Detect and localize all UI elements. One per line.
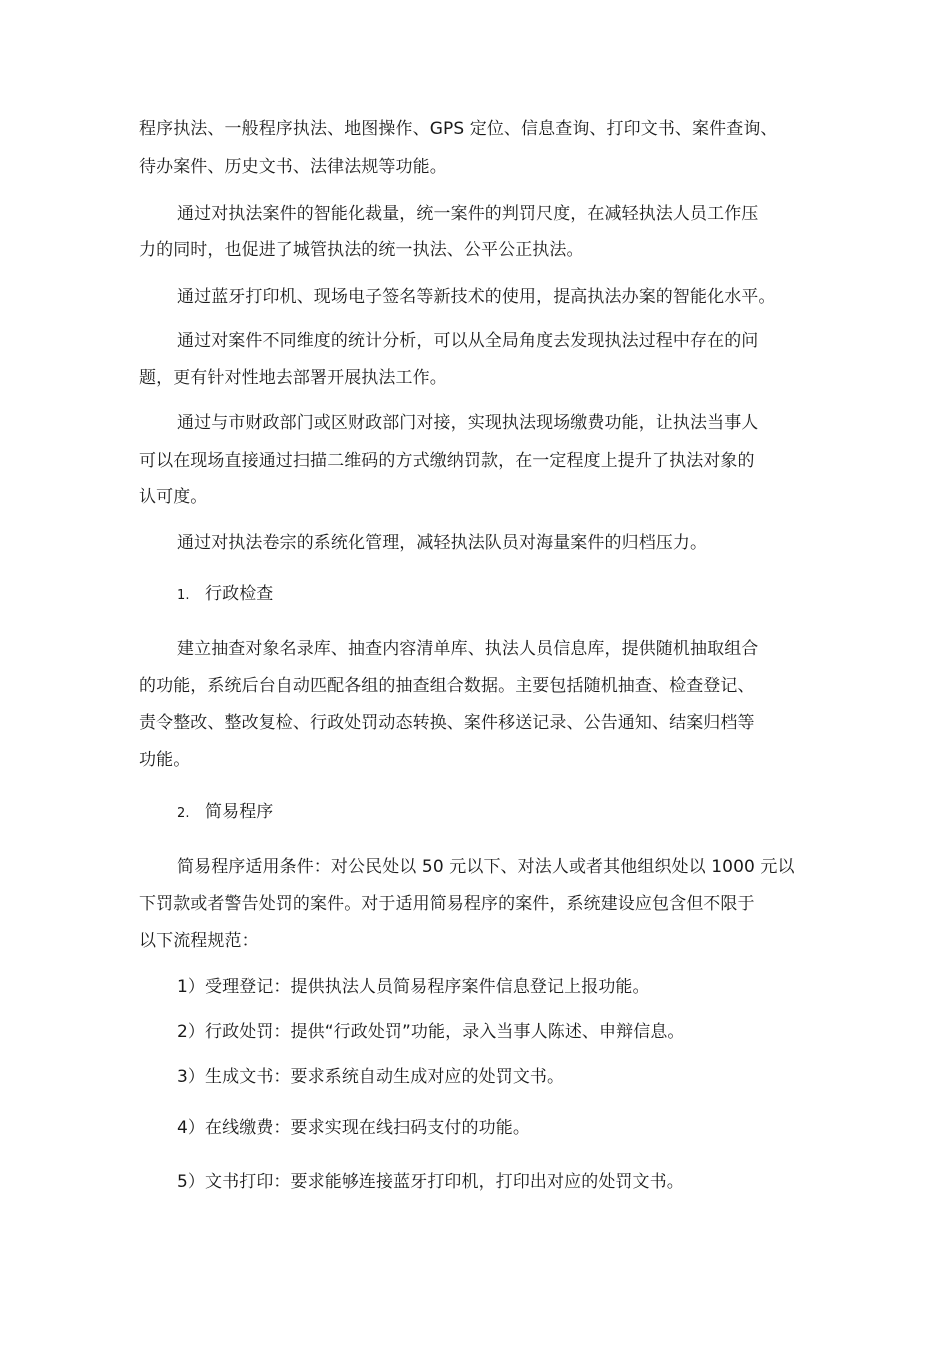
paragraph-line: 通过对执法案件的智能化裁量，统一案件的判罚尺度，在减轻执法人员工作压	[177, 204, 759, 224]
paragraph-line: 的功能，系统后台自动匹配各组的抽查组合数据。主要包括随机抽查、检查登记、	[139, 676, 755, 696]
paragraph-line: 通过对执法卷宗的系统化管理，减轻执法队员对海量案件的归档压力。	[177, 533, 708, 553]
section-number: 2.	[177, 806, 190, 821]
paragraph-line: 题，更有针对性地去部署开展执法工作。	[139, 368, 447, 388]
list-item: 4）在线缴费：要求实现在线扫码支付的功能。	[177, 1118, 530, 1138]
list-item: 1）受理登记：提供执法人员简易程序案件信息登记上报功能。	[177, 977, 650, 997]
section-title: 行政检查	[205, 584, 274, 604]
section-heading	[177, 801, 273, 825]
section-number: 1.	[177, 588, 190, 603]
paragraph-line: 责令整改、整改复检、行政处罚动态转换、案件移送记录、公告通知、结案归档等	[139, 713, 755, 733]
section-heading	[177, 583, 273, 607]
paragraph-line: 以下流程规范：	[139, 931, 259, 951]
paragraph-line: 通过与市财政部门或区财政部门对接，实现执法现场缴费功能，让执法当事人	[177, 413, 759, 433]
paragraph-line: 待办案件、历史文书、法律法规等功能。	[139, 157, 447, 177]
paragraph-line: 下罚款或者警告处罚的案件。对于适用简易程序的案件，系统建设应包含但不限于	[139, 894, 755, 914]
paragraph-line: 简易程序适用条件：对公民处以 50 元以下、对法人或者其他组织处以 1000 元以	[177, 857, 795, 877]
paragraph-line: 认可度。	[139, 487, 208, 507]
paragraph-line: 建立抽查对象名录库、抽查内容清单库、执法人员信息库，提供随机抽取组合	[177, 639, 759, 659]
paragraph-line: 可以在现场直接通过扫描二维码的方式缴纳罚款，在一定程度上提升了执法对象的	[139, 451, 755, 471]
paragraph-line: 力的同时，也促进了城管执法的统一执法、公平公正执法。	[139, 240, 584, 260]
paragraph-line: 功能。	[139, 750, 191, 770]
paragraph-line: 通过对案件不同维度的统计分析，可以从全局角度去发现执法过程中存在的问	[177, 331, 759, 351]
list-item: 5）文书打印：要求能够连接蓝牙打印机，打印出对应的处罚文书。	[177, 1172, 684, 1192]
paragraph-line: 程序执法、一般程序执法、地图操作、GPS 定位、信息查询、打印文书、案件查询、	[139, 119, 778, 139]
paragraph-line: 通过蓝牙打印机、现场电子签名等新技术的使用，提高执法办案的智能化水平。	[177, 287, 776, 307]
list-item: 3）生成文书：要求系统自动生成对应的处罚文书。	[177, 1067, 565, 1087]
list-item: 2）行政处罚：提供“行政处罚”功能，录入当事人陈述、申辩信息。	[177, 1022, 685, 1042]
section-title: 简易程序	[205, 802, 274, 822]
